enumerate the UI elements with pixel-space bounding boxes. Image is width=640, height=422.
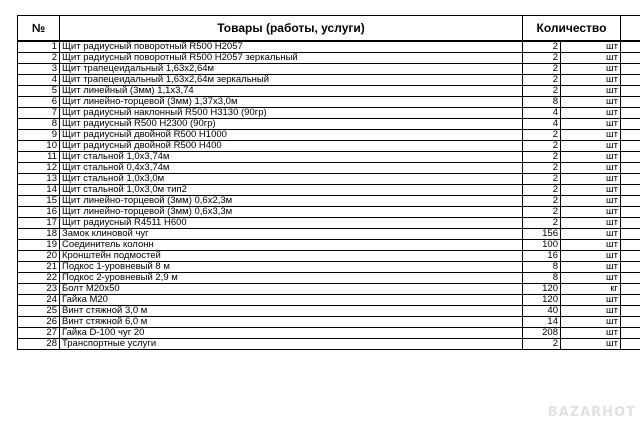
row-unit: шт (561, 273, 621, 284)
table-row (18, 295, 640, 306)
row-extra-cell (621, 75, 640, 86)
table-row (18, 328, 640, 339)
row-quantity: 14 (523, 317, 561, 328)
row-number: 6 (18, 97, 60, 108)
row-number: 19 (18, 240, 60, 251)
row-number: 13 (18, 174, 60, 185)
row-extra-cell (621, 130, 640, 141)
row-quantity: 2 (523, 141, 561, 152)
table-row (18, 108, 640, 119)
row-number: 8 (18, 119, 60, 130)
table-row (18, 262, 640, 273)
row-extra-cell (621, 41, 640, 53)
row-unit: шт (561, 317, 621, 328)
row-number: 10 (18, 141, 60, 152)
row-unit: шт (561, 207, 621, 218)
table-row (18, 86, 640, 97)
row-extra-cell (621, 163, 640, 174)
row-number: 27 (18, 328, 60, 339)
row-extra-cell (621, 141, 640, 152)
row-number: 11 (18, 152, 60, 163)
row-item-name: Винт стяжной 3,0 м (60, 306, 523, 317)
row-quantity: 2 (523, 339, 561, 350)
row-unit: шт (561, 53, 621, 64)
row-item-name: Подкос 1-уровневый 8 м (60, 262, 523, 273)
row-extra-cell (621, 306, 640, 317)
row-unit: шт (561, 86, 621, 97)
row-unit: шт (561, 328, 621, 339)
table-row (18, 174, 640, 185)
table-row (18, 306, 640, 317)
row-item-name: Щит радиусный поворотный R500 H2057 зеркальный (60, 53, 523, 64)
table-row (18, 163, 640, 174)
table-row (18, 152, 640, 163)
row-unit: шт (561, 119, 621, 130)
header-goods: Товары (работы, услуги) (60, 16, 523, 42)
table-row (18, 75, 640, 86)
row-extra-cell (621, 339, 640, 350)
row-number: 4 (18, 75, 60, 86)
row-number: 23 (18, 284, 60, 295)
row-unit: шт (561, 251, 621, 262)
table-row (18, 141, 640, 152)
row-number: 28 (18, 339, 60, 350)
row-extra-cell (621, 284, 640, 295)
row-number: 21 (18, 262, 60, 273)
row-number: 2 (18, 53, 60, 64)
row-quantity: 2 (523, 41, 561, 53)
row-number: 1 (18, 41, 60, 53)
table-row (18, 240, 640, 251)
row-quantity: 156 (523, 229, 561, 240)
row-quantity: 8 (523, 262, 561, 273)
row-item-name: Щит линейно-торцевой (3мм) 0,6x2,3м (60, 196, 523, 207)
row-quantity: 2 (523, 75, 561, 86)
row-quantity: 2 (523, 218, 561, 229)
row-unit: шт (561, 262, 621, 273)
table-row (18, 273, 640, 284)
row-extra-cell (621, 262, 640, 273)
row-number: 5 (18, 86, 60, 97)
row-unit: шт (561, 295, 621, 306)
row-item-name: Транспортные услуги (60, 339, 523, 350)
row-unit: кг (561, 284, 621, 295)
row-item-name: Кронштейн подмостей (60, 251, 523, 262)
row-number: 24 (18, 295, 60, 306)
row-unit: шт (561, 240, 621, 251)
table-body (18, 41, 640, 350)
row-quantity: 2 (523, 196, 561, 207)
row-extra-cell (621, 328, 640, 339)
table-row (18, 207, 640, 218)
row-extra-cell (621, 229, 640, 240)
row-quantity: 2 (523, 152, 561, 163)
row-item-name: Щит радиусный R500 H2300 (90гр) (60, 119, 523, 130)
row-quantity: 2 (523, 86, 561, 97)
row-unit: шт (561, 75, 621, 86)
row-item-name: Соединитель колонн (60, 240, 523, 251)
row-quantity: 208 (523, 328, 561, 339)
row-extra-cell (621, 196, 640, 207)
row-item-name: Подкос 2-уровневый 2,9 м (60, 273, 523, 284)
row-quantity: 8 (523, 273, 561, 284)
row-extra-cell (621, 86, 640, 97)
row-item-name: Щит радиусный двойной R500 H400 (60, 141, 523, 152)
row-quantity: 100 (523, 240, 561, 251)
row-item-name: Гайка D-100 чуг 20 (60, 328, 523, 339)
row-extra-cell (621, 240, 640, 251)
row-quantity: 2 (523, 53, 561, 64)
row-unit: шт (561, 196, 621, 207)
row-extra-cell (621, 152, 640, 163)
row-number: 26 (18, 317, 60, 328)
row-unit: шт (561, 229, 621, 240)
row-quantity: 120 (523, 295, 561, 306)
table-row (18, 130, 640, 141)
row-number: 15 (18, 196, 60, 207)
row-item-name: Щит радиусный поворотный R500 H2057 (60, 41, 523, 53)
table-row (18, 218, 640, 229)
row-item-name: Щит линейно-торцевой (3мм) 0,6x3,3м (60, 207, 523, 218)
row-unit: шт (561, 306, 621, 317)
row-number: 16 (18, 207, 60, 218)
table-row (18, 251, 640, 262)
row-item-name: Щит линейный (3мм) 1,1x3,74 (60, 86, 523, 97)
row-extra-cell (621, 273, 640, 284)
row-quantity: 2 (523, 163, 561, 174)
row-number: 3 (18, 64, 60, 75)
row-unit: шт (561, 152, 621, 163)
table-row (18, 229, 640, 240)
table-row (18, 185, 640, 196)
row-unit: шт (561, 41, 621, 53)
row-extra-cell (621, 108, 640, 119)
row-extra-cell (621, 53, 640, 64)
row-item-name: Щит стальной 1,0x3,0м (60, 174, 523, 185)
table-row (18, 97, 640, 108)
row-unit: шт (561, 174, 621, 185)
row-item-name: Щит радиусный R4511 H600 (60, 218, 523, 229)
row-number: 17 (18, 218, 60, 229)
row-number: 25 (18, 306, 60, 317)
header-number: № (18, 16, 60, 42)
row-item-name: Щит радиусный двойной R500 H1000 (60, 130, 523, 141)
row-unit: шт (561, 218, 621, 229)
row-extra-cell (621, 64, 640, 75)
row-number: 7 (18, 108, 60, 119)
row-quantity: 2 (523, 207, 561, 218)
row-item-name: Щит стальной 1,0x3,0м тип2 (60, 185, 523, 196)
row-number: 12 (18, 163, 60, 174)
row-item-name: Щит радиусный наклонный R500 H3130 (90гр) (60, 108, 523, 119)
row-number: 14 (18, 185, 60, 196)
row-number: 9 (18, 130, 60, 141)
row-item-name: Болт М20x50 (60, 284, 523, 295)
row-extra-cell (621, 207, 640, 218)
row-extra-cell (621, 317, 640, 328)
table-row (18, 41, 640, 53)
row-item-name: Винт стяжной 6,0 м (60, 317, 523, 328)
row-quantity: 4 (523, 119, 561, 130)
row-unit: шт (561, 130, 621, 141)
row-quantity: 16 (523, 251, 561, 262)
row-unit: шт (561, 163, 621, 174)
row-item-name: Замок клиновой чуг (60, 229, 523, 240)
row-item-name: Щит стальной 1,0x3,74м (60, 152, 523, 163)
table-row (18, 317, 640, 328)
row-unit: шт (561, 97, 621, 108)
row-quantity: 2 (523, 174, 561, 185)
header-extra (621, 16, 640, 42)
row-item-name: Щит трапецеидальный 1,63x2,64м (60, 64, 523, 75)
row-number: 20 (18, 251, 60, 262)
row-item-name: Щит стальной 0,4x3,74м (60, 163, 523, 174)
row-unit: шт (561, 185, 621, 196)
row-quantity: 4 (523, 108, 561, 119)
row-extra-cell (621, 251, 640, 262)
goods-table (17, 15, 640, 350)
row-number: 22 (18, 273, 60, 284)
row-item-name: Щит трапецеидальный 1,63x2,64м зеркальный (60, 75, 523, 86)
row-extra-cell (621, 97, 640, 108)
table-row (18, 119, 640, 130)
table-row (18, 196, 640, 207)
row-extra-cell (621, 119, 640, 130)
row-unit: шт (561, 141, 621, 152)
watermark: BAZARHOT (547, 405, 636, 420)
row-extra-cell (621, 174, 640, 185)
row-unit: шт (561, 108, 621, 119)
row-item-name: Щит линейно-торцевой (3мм) 1,37x3,0м (60, 97, 523, 108)
row-quantity: 2 (523, 130, 561, 141)
table-row (18, 64, 640, 75)
header-quantity: Количество (523, 16, 621, 42)
row-item-name: Гайка М20 (60, 295, 523, 306)
row-quantity: 120 (523, 284, 561, 295)
row-quantity: 2 (523, 64, 561, 75)
row-extra-cell (621, 218, 640, 229)
row-quantity: 8 (523, 97, 561, 108)
row-number: 18 (18, 229, 60, 240)
row-unit: шт (561, 64, 621, 75)
row-extra-cell (621, 185, 640, 196)
table-row (18, 284, 640, 295)
row-quantity: 40 (523, 306, 561, 317)
table-row (18, 339, 640, 350)
row-quantity: 2 (523, 185, 561, 196)
row-extra-cell (621, 295, 640, 306)
table-row (18, 53, 640, 64)
row-unit: шт (561, 339, 621, 350)
table-header-row (18, 16, 640, 42)
